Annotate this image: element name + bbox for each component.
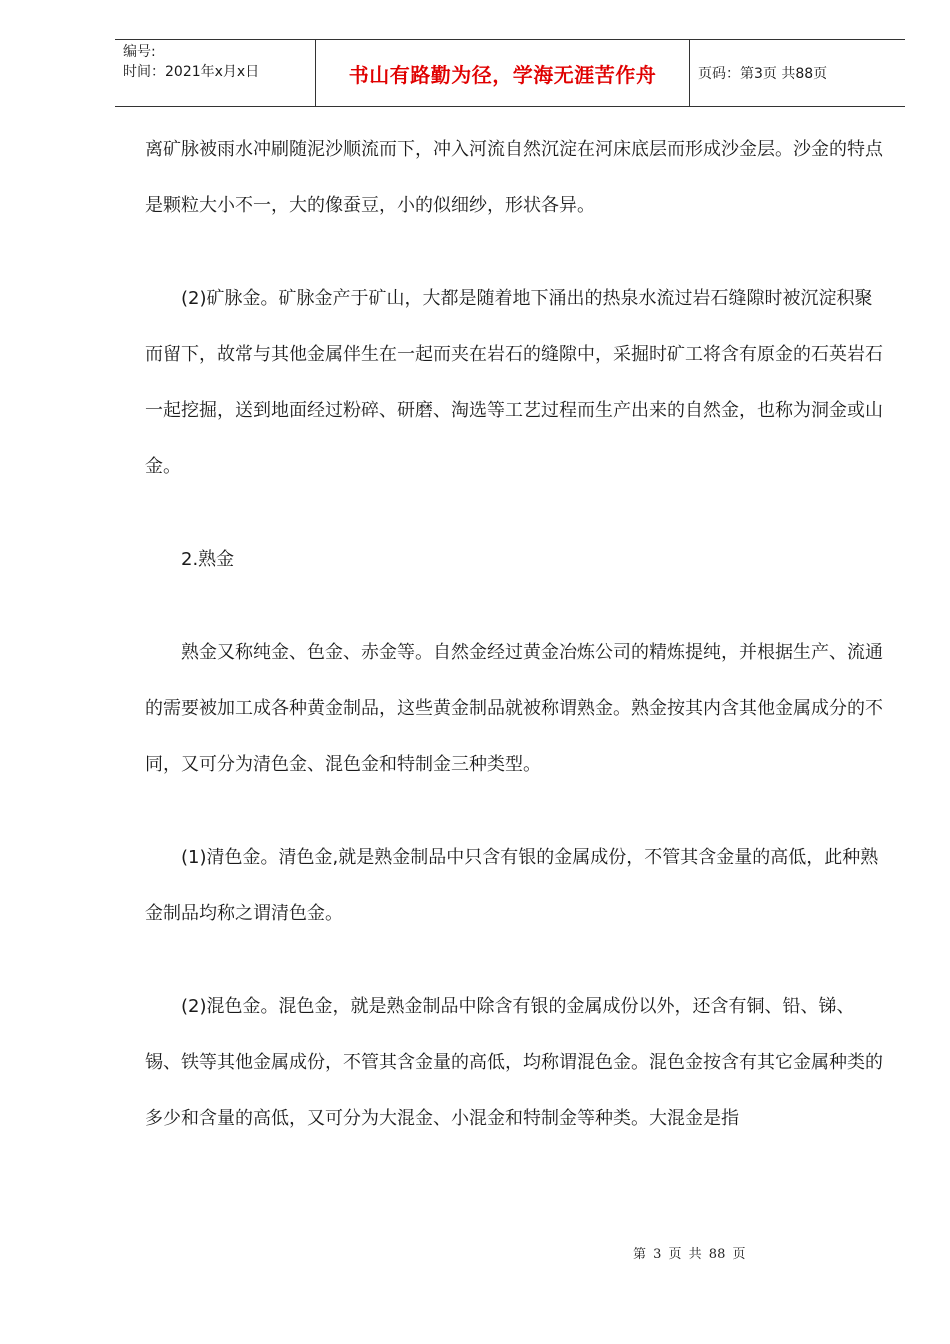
document-number-label: 编号: <box>123 44 156 60</box>
section-heading: 2.熟金 <box>181 549 235 570</box>
paragraph: 离矿脉被雨水冲刷随泥沙顺流而下，冲入河流自然沉淀在河床底层而形成沙金层。沙金的特点是颗粒大小不一，大的像蚕豆，小的似细纱，形状各异。 <box>145 139 883 216</box>
header-meta <box>115 40 316 106</box>
document-time-label: 时间：2021年x月x日 <box>123 64 260 80</box>
document-body <box>145 122 885 1184</box>
paragraph: 熟金又称纯金、色金、赤金等。自然金经过黄金冶炼公司的精炼提纯，并根据生产、流通的需要被加工成各种黄金制品，这些黄金制品就被称谓熟金。熟金按其内含其他金属成分的不同，又可分为清色金、混色金和特制金三种类型。 <box>145 642 883 775</box>
page-footer: 第 3 页 共 88 页 <box>633 1247 746 1262</box>
page-header <box>115 39 905 107</box>
paragraph: (1)清色金。清色金,就是熟金制品中只含有银的金属成份，不管其含金量的高低，此种熟金制品均称之谓清色金。 <box>145 847 879 924</box>
paragraph: (2)矿脉金。矿脉金产于矿山，大都是随着地下涌出的热泉水流过岩石缝隙时被沉淀积聚而留下，故常与其他金属伴生在一起而夹在岩石的缝隙中，采掘时矿工将含有原金的石英岩石一起挖掘，送到地面经过粉碎、研磨、淘选等工艺过程而生产出来的自然金，也称为洞金或山金。 <box>145 288 883 477</box>
header-page-indicator: 页码：第3页 共88页 <box>698 66 828 82</box>
header-motto: 书山有路勤为径，学海无涯苦作舟 <box>316 40 690 106</box>
paragraph: (2)混色金。混色金，就是熟金制品中除含有银的金属成份以外，还含有铜、铅、锑、锡、铁等其他金属成份，不管其含金量的高低，均称谓混色金。混色金按含有其它金属种类的多少和含量的高低，又可分为大混金、小混金和特制金等种类。大混金是指 <box>145 996 883 1129</box>
